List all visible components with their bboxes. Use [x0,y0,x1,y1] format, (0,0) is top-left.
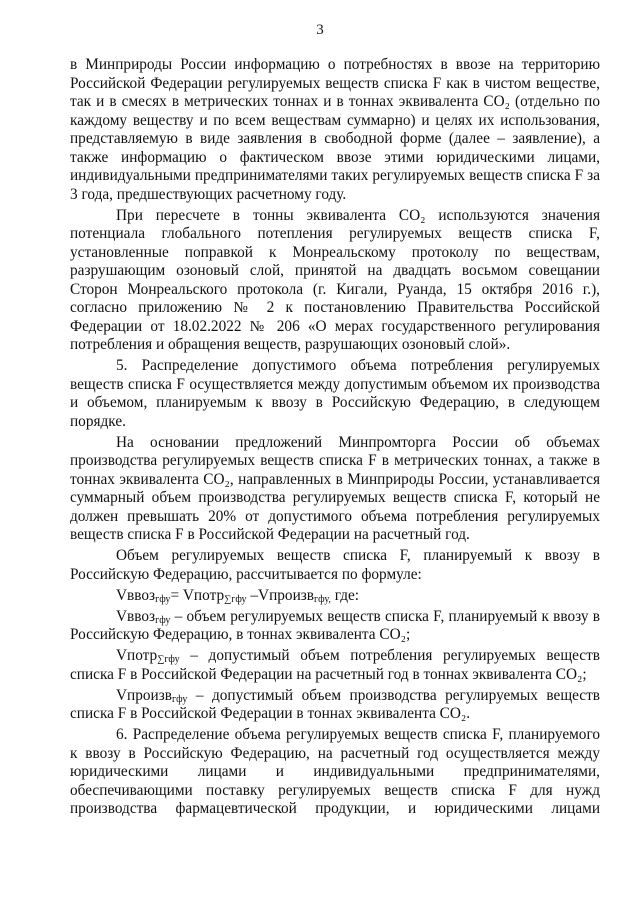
paragraph-formula-intro: Объем регулируемых веществ списка F, планируемый к ввозу в Российскую Федерацию, рассчитывается по формуле: [70,547,600,583]
definition-text: – допустимый объем производства регулируемых веществ списка F в Российской Федерации в тоннах эквивалента CO₂. [70,686,600,722]
definition-text: – объем регулируемых веществ списка F, планируемый к ввозу в Российскую Федерацию, в тоннах эквивалента CO₂; [70,607,600,643]
definition-consumption-volume [70,647,600,684]
formula [70,587,600,606]
definition-symbol: Vпотр [116,647,158,664]
paragraph-import-info: в Минприроды России информацию о потребностях в ввозе на территорию Российской Федерации регулируемых веществ списка F как в чистом веществе, так и в смесях в метрических тоннах и в тоннах эквивалента CO₂ (отдельно по каждому веществу и по всем веществам суммарно) и целях их использования, представляемую в виде заявления в свободной форме (далее – заявление), а также информацию о фактическом ввозе этими юридическими лицами, индивидуальными предпринимателями таких регулируемых веществ списка F за 3 года, предшествующих расчетному году. [70,56,600,203]
document-body [70,56,600,819]
definition-sub: гфу [155,614,171,626]
paragraph-co2-conversion: При пересчете в тонны эквивалента CO₂ используются значения потенциала глобального потепления регулируемых веществ списка F, установленные поправкой к Монреальскому протоколу по веществам, разрушающим озоновый слой, принятой на двадцать восьмом совещании Сторон Монреальского протокола (г. Кигали, Руанда, 15 октября 2016 г.), согласно приложению № 2 к постановлению Правительства Российской Федерации от 18.02.2022 № 206 «О мерах государственного регулирования потребления и обращения веществ, разрушающих озоновый слой». [70,206,600,353]
definition-import-volume [70,608,600,645]
definition-text: – допустимый объем потребления регулируемых веществ списка F в Российской Федерации на расчетный год в тоннах эквивалента CO₂; [70,647,600,683]
formula-mid-sub: ∑гфу [224,593,247,605]
paragraph-item-5: 5. Распределение допустимого объема потребления регулируемых веществ списка F осуществляется между допустимым объемом их производства и объемом, планируемым к ввозу в Российскую Федерацию, в следующем порядке. [70,357,600,430]
formula-tail: где: [330,586,360,604]
definition-symbol: Vввоз [116,607,156,625]
paragraph-production-volume: На основании предложений Минпромторга России об объемах производства регулируемых веществ списка F в метрических тоннах, а также в тоннах эквивалента CO₂, направленных в Минприроды России, устанавливается суммарный объем производства регулируемых веществ списка F, который не должен превышать 20% от допустимого объема потребления регулируемых веществ списка F в Российской Федерации на расчетный год. [70,433,600,543]
definition-sub: гфу [171,693,188,705]
formula-eq: = Vпотр [170,586,225,604]
formula-lhs: Vввоз [116,586,156,604]
formula-rhs-sub: гфу, [314,593,331,605]
definition-sub: ∑гфу [157,654,180,665]
definition-production-volume [70,687,600,724]
formula-minus: –Vпроизв [246,586,315,604]
page-number: 3 [316,22,324,38]
paragraph-item-6: 6. Распределение объема регулируемых веществ списка F, планируемого к ввозу в Российскую Федерацию, на расчетный год осуществляется между юридическими лицами и индивидуальными предпринимателями, обеспечивающими поставку регулируемых веществ списка F для нужд производства фармацевтической продукции, и юридическими лицами [70,726,600,817]
formula-lhs-sub: гфу [155,593,171,605]
definition-symbol: Vпроизв [116,686,172,704]
